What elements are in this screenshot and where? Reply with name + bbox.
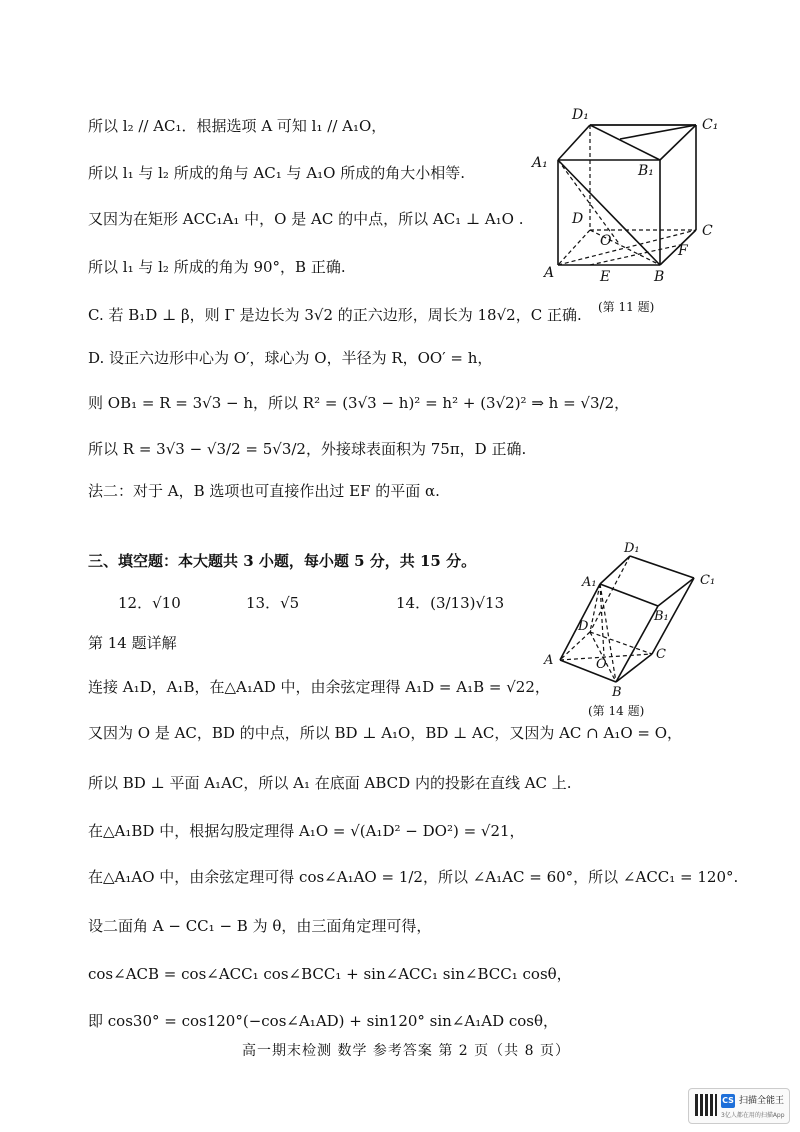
text-line-m6: 设二面角 A − CC₁ − B 为 θ，由三面角定理可得，: [88, 917, 432, 935]
text-line-m5: 在△A₁AO 中，由余弦定理可得 cos∠A₁AO = 1/2，所以 ∠A₁AC = 60°，所以 ∠ACC₁ = 120°.: [88, 868, 739, 886]
edge-a1-d1: [558, 125, 590, 160]
label-d1: D₁: [572, 107, 589, 123]
section-heading: 三、填空题：本大题共 3 小题，每小题 5 分，共 15 分。: [88, 552, 477, 570]
text-line-6: D. 设正六边形中心为 O′，球心为 O，半径为 R，OO′ = h，: [88, 349, 493, 367]
qr-code-icon: [695, 1094, 717, 1116]
edge-d1-c1: [630, 556, 694, 578]
text-line-m7: cos∠ACB = cos∠ACC₁ cos∠BCC₁ + sin∠ACC₁ sin∠BCC₁ cosθ，: [88, 965, 572, 983]
text-line-m3: 所以 BD ⊥ 平面 A₁AC，所以 A₁ 在底面 ABCD 内的投影在直线 AC 上.: [88, 774, 572, 792]
question-14-title: 第 14 题详解: [88, 634, 177, 652]
answer-14: 14．(3/13)√13: [396, 594, 505, 612]
label-c: C: [656, 647, 666, 662]
text-line-8: 所以 R = 3√3 − √3/2 = 5√3/2，外接球表面积为 75π，D 正确.: [88, 440, 527, 458]
figure-14-prism: [538, 540, 728, 700]
page-footer: 高一期末检测 数学 参考答案 第 2 页（共 8 页）: [242, 1043, 570, 1059]
text-line-m4: 在△A₁BD 中，根据勾股定理得 A₁O = √(A₁D² − DO²) = √21，: [88, 822, 525, 840]
answer-13: 13．√5: [246, 594, 300, 612]
label-a: A: [544, 265, 555, 281]
edge-a1-d1: [600, 556, 630, 584]
label-b1: B₁: [638, 163, 654, 179]
text-line-7: 则 OB₁ = R = 3√3 − h，所以 R² = (3√3 − h)² = h² + (3√2)² ⇒ h = √3/2，: [88, 394, 630, 412]
label-a: A: [544, 653, 554, 668]
text-line-5: C. 若 B₁D ⊥ β，则 Γ 是边长为 3√2 的正六边形，周长为 18√2，C 正确.: [88, 306, 582, 324]
label-d: D: [572, 211, 584, 227]
label-o: O: [600, 233, 612, 249]
edge-b-c: [616, 654, 652, 682]
diag-d1-b1: [590, 125, 660, 160]
hidden-a-c: [558, 230, 696, 265]
badge-title: 扫描全能王: [739, 1096, 785, 1106]
label-d: D: [578, 619, 589, 634]
label-f: F: [678, 243, 688, 259]
text-line-3: 又因为在矩形 ACC₁A₁ 中，O 是 AC 的中点，所以 AC₁ ⊥ A₁O .: [88, 210, 524, 228]
label-b1: B₁: [654, 609, 669, 624]
figure-14-caption: (第 14 题): [588, 704, 645, 718]
text-line-m2: 又因为 O 是 AC，BD 的中点，所以 BD ⊥ A₁O，BD ⊥ AC，又因为 AC ∩ A₁O = O，: [88, 724, 683, 742]
text-line-2: 所以 l₁ 与 l₂ 所成的角与 AC₁ 与 A₁O 所成的角大小相等.: [88, 164, 466, 182]
edge-b1-b: [616, 606, 658, 682]
scanner-badge: [688, 1088, 790, 1124]
hidden-d-a: [558, 230, 590, 265]
label-o: O: [596, 657, 607, 672]
text-line-m1: 连接 A₁D，A₁B，在△A₁AD 中，由余弦定理得 A₁D = A₁B = √22，: [88, 678, 550, 696]
edge-a-b: [560, 660, 616, 682]
edge-b1-a1: [600, 584, 658, 606]
label-d1: D₁: [624, 541, 640, 556]
text-line-4: 所以 l₁ 与 l₂ 所成的角为 90°，B 正确.: [88, 258, 346, 276]
label-a1: A₁: [532, 155, 548, 171]
label-c1: C₁: [700, 573, 716, 588]
answer-12: 12．√10: [118, 594, 181, 612]
hidden-d-a: [560, 632, 590, 660]
text-line-9: 法二：对于 A，B 选项也可直接作出过 EF 的平面 α.: [88, 482, 440, 500]
badge-subtitle: 3亿人都在用的扫描App: [721, 1112, 785, 1119]
edge-c1-b1: [658, 578, 694, 606]
figure-11-caption: (第 11 题): [598, 300, 655, 314]
label-a1: A₁: [582, 575, 597, 590]
text-line-m8: 即 cos30° = cos120°(−cos∠A₁AD) + sin120° sin∠A₁AD cosθ，: [88, 1012, 559, 1030]
text-line-1: 所以 l₂ // AC₁．根据选项 A 可知 l₁ // A₁O，: [88, 117, 387, 135]
cs-logo-icon: CS: [721, 1094, 735, 1108]
hidden-d1-d: [590, 556, 630, 632]
label-c1: C₁: [702, 117, 719, 133]
label-c: C: [702, 223, 713, 239]
label-e: E: [600, 269, 611, 285]
label-b: B: [612, 685, 622, 700]
label-b: B: [654, 269, 665, 285]
hidden-a1-d: [590, 584, 600, 632]
figure-11-cube: [520, 95, 730, 295]
